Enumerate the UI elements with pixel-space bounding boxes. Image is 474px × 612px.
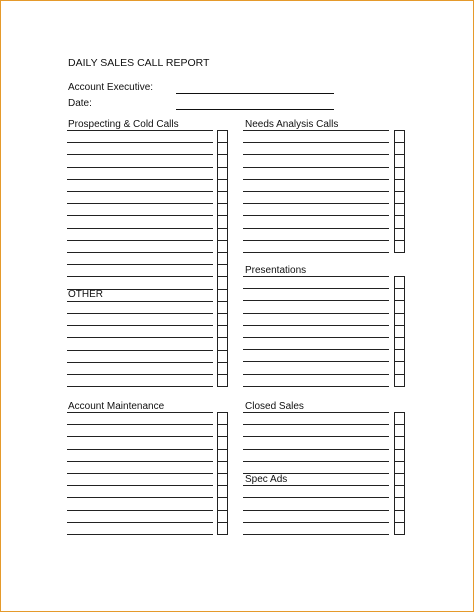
checkbox-divider	[218, 191, 227, 192]
checkbox-divider	[218, 313, 227, 314]
checkbox-divider	[218, 485, 227, 486]
checkbox-divider	[395, 228, 404, 229]
checkbox-divider	[395, 485, 404, 486]
checkbox-divider	[218, 264, 227, 265]
left-top-write-line[interactable]	[67, 167, 213, 168]
checkbox-divider	[395, 300, 404, 301]
account-maintenance-write-line[interactable]	[67, 412, 213, 413]
left-top-write-line[interactable]	[67, 130, 213, 131]
checkbox-divider	[218, 179, 227, 180]
section-title-other: OTHER	[68, 289, 103, 300]
needs-analysis-write-line[interactable]	[243, 252, 389, 253]
left-top-write-line[interactable]	[67, 179, 213, 180]
section-title-spec-ads: Spec Ads	[245, 474, 288, 485]
checkbox-divider	[218, 203, 227, 204]
presentations-write-line[interactable]	[243, 361, 389, 362]
left-top-write-line[interactable]	[67, 215, 213, 216]
presentations-write-line[interactable]	[243, 386, 389, 387]
account-maintenance-write-line[interactable]	[67, 449, 213, 450]
checkbox-divider	[395, 473, 404, 474]
checkbox-divider	[218, 167, 227, 168]
checkbox-divider	[395, 374, 404, 375]
left-top-write-line[interactable]	[67, 264, 213, 265]
checkbox-divider	[395, 361, 404, 362]
checkbox-divider	[395, 497, 404, 498]
presentations-write-line[interactable]	[243, 337, 389, 338]
checkbox-divider	[218, 362, 227, 363]
presentations-checkbox-column[interactable]	[394, 276, 405, 387]
checkbox-divider	[395, 191, 404, 192]
checkbox-divider	[395, 522, 404, 523]
left-top-write-line[interactable]	[67, 350, 213, 351]
checkbox-divider	[218, 142, 227, 143]
account-executive-field[interactable]	[176, 93, 334, 94]
closed-sales-write-line[interactable]	[243, 436, 389, 437]
checkbox-divider	[218, 424, 227, 425]
left-top-write-line[interactable]	[67, 313, 213, 314]
closed-sales-write-line[interactable]	[243, 461, 389, 462]
closed-sales-write-line[interactable]	[243, 534, 389, 535]
presentations-write-line[interactable]	[243, 374, 389, 375]
section-title-account-maintenance: Account Maintenance	[68, 401, 165, 412]
checkbox-divider	[395, 436, 404, 437]
presentations-write-line[interactable]	[243, 288, 389, 289]
checkbox-divider	[395, 288, 404, 289]
checkbox-divider	[395, 424, 404, 425]
checkbox-divider	[218, 240, 227, 241]
account-maintenance-write-line[interactable]	[67, 473, 213, 474]
needs-analysis-write-line[interactable]	[243, 240, 389, 241]
checkbox-divider	[395, 337, 404, 338]
account-maintenance-write-line[interactable]	[67, 497, 213, 498]
account-maintenance-write-line[interactable]	[67, 510, 213, 511]
checkbox-divider	[218, 215, 227, 216]
checkbox-divider	[218, 325, 227, 326]
left-top-write-line[interactable]	[67, 252, 213, 253]
checkbox-divider	[395, 510, 404, 511]
closed-sales-write-line[interactable]	[243, 510, 389, 511]
checkbox-divider	[395, 313, 404, 314]
needs-analysis-write-line[interactable]	[243, 228, 389, 229]
checkbox-divider	[395, 215, 404, 216]
left-top-write-line[interactable]	[67, 386, 213, 387]
checkbox-divider	[218, 374, 227, 375]
checkbox-divider	[218, 522, 227, 523]
checkbox-divider	[218, 473, 227, 474]
left-top-write-line[interactable]	[67, 337, 213, 338]
checkbox-divider	[218, 154, 227, 155]
closed-sales-write-line[interactable]	[243, 522, 389, 523]
left-top-write-line[interactable]	[67, 240, 213, 241]
needs-analysis-write-line[interactable]	[243, 203, 389, 204]
checkbox-divider	[218, 497, 227, 498]
checkbox-divider	[395, 240, 404, 241]
checkbox-divider	[218, 276, 227, 277]
needs-analysis-write-line[interactable]	[243, 142, 389, 143]
closed-sales-write-line[interactable]	[243, 449, 389, 450]
account-maintenance-write-line[interactable]	[67, 424, 213, 425]
closed-sales-write-line[interactable]	[243, 473, 389, 474]
left-top-write-line[interactable]	[67, 154, 213, 155]
checkbox-divider	[395, 325, 404, 326]
needs-analysis-checkbox-column[interactable]	[394, 130, 405, 253]
closed-sales-checkbox-column[interactable]	[394, 412, 405, 535]
section-title-closed-sales: Closed Sales	[245, 401, 304, 412]
checkbox-divider	[218, 301, 227, 302]
closed-sales-write-line[interactable]	[243, 424, 389, 425]
checkbox-divider	[218, 436, 227, 437]
account-maintenance-write-line[interactable]	[67, 485, 213, 486]
needs-analysis-write-line[interactable]	[243, 130, 389, 131]
presentations-write-line[interactable]	[243, 325, 389, 326]
checkbox-divider	[395, 142, 404, 143]
checkbox-divider	[218, 252, 227, 253]
date-field[interactable]	[176, 109, 334, 110]
presentations-write-line[interactable]	[243, 349, 389, 350]
needs-analysis-write-line[interactable]	[243, 154, 389, 155]
needs-analysis-write-line[interactable]	[243, 179, 389, 180]
checkbox-divider	[218, 337, 227, 338]
left-top-write-line[interactable]	[67, 374, 213, 375]
checkbox-divider	[218, 449, 227, 450]
checkbox-divider	[395, 203, 404, 204]
account-maintenance-write-line[interactable]	[67, 461, 213, 462]
checkbox-divider	[395, 349, 404, 350]
account-maintenance-write-line[interactable]	[67, 522, 213, 523]
left-top-write-line[interactable]	[67, 301, 213, 302]
presentations-write-line[interactable]	[243, 313, 389, 314]
account-maintenance-write-line[interactable]	[67, 534, 213, 535]
checkbox-divider	[218, 228, 227, 229]
needs-analysis-write-line[interactable]	[243, 167, 389, 168]
closed-sales-write-line[interactable]	[243, 485, 389, 486]
checkbox-divider	[218, 461, 227, 462]
closed-sales-write-line[interactable]	[243, 497, 389, 498]
needs-analysis-write-line[interactable]	[243, 191, 389, 192]
checkbox-divider	[395, 179, 404, 180]
checkbox-divider	[395, 461, 404, 462]
closed-sales-write-line[interactable]	[243, 412, 389, 413]
checkbox-divider	[218, 350, 227, 351]
left-top-write-line[interactable]	[67, 203, 213, 204]
presentations-write-line[interactable]	[243, 300, 389, 301]
section-title-needs-analysis: Needs Analysis Calls	[245, 119, 339, 130]
form-title: DAILY SALES CALL REPORT	[68, 57, 210, 69]
left-top-write-line[interactable]	[67, 289, 213, 290]
checkbox-divider	[395, 167, 404, 168]
needs-analysis-write-line[interactable]	[243, 215, 389, 216]
section-title-prospecting: Prospecting & Cold Calls	[68, 119, 179, 130]
checkbox-divider	[395, 154, 404, 155]
checkbox-divider	[218, 289, 227, 290]
checkbox-divider	[218, 510, 227, 511]
date-label: Date:	[68, 98, 92, 109]
account-executive-label: Account Executive:	[68, 82, 154, 93]
account-maintenance-write-line[interactable]	[67, 436, 213, 437]
presentations-write-line[interactable]	[243, 276, 389, 277]
section-title-presentations: Presentations	[245, 265, 307, 276]
left-top-checkbox-column[interactable]	[217, 130, 228, 387]
left-top-write-line[interactable]	[67, 276, 213, 277]
left-top-write-line[interactable]	[67, 142, 213, 143]
account-maintenance-checkbox-column[interactable]	[217, 412, 228, 535]
left-top-write-line[interactable]	[67, 362, 213, 363]
left-top-write-line[interactable]	[67, 228, 213, 229]
left-top-write-line[interactable]	[67, 325, 213, 326]
checkbox-divider	[395, 449, 404, 450]
left-top-write-line[interactable]	[67, 191, 213, 192]
